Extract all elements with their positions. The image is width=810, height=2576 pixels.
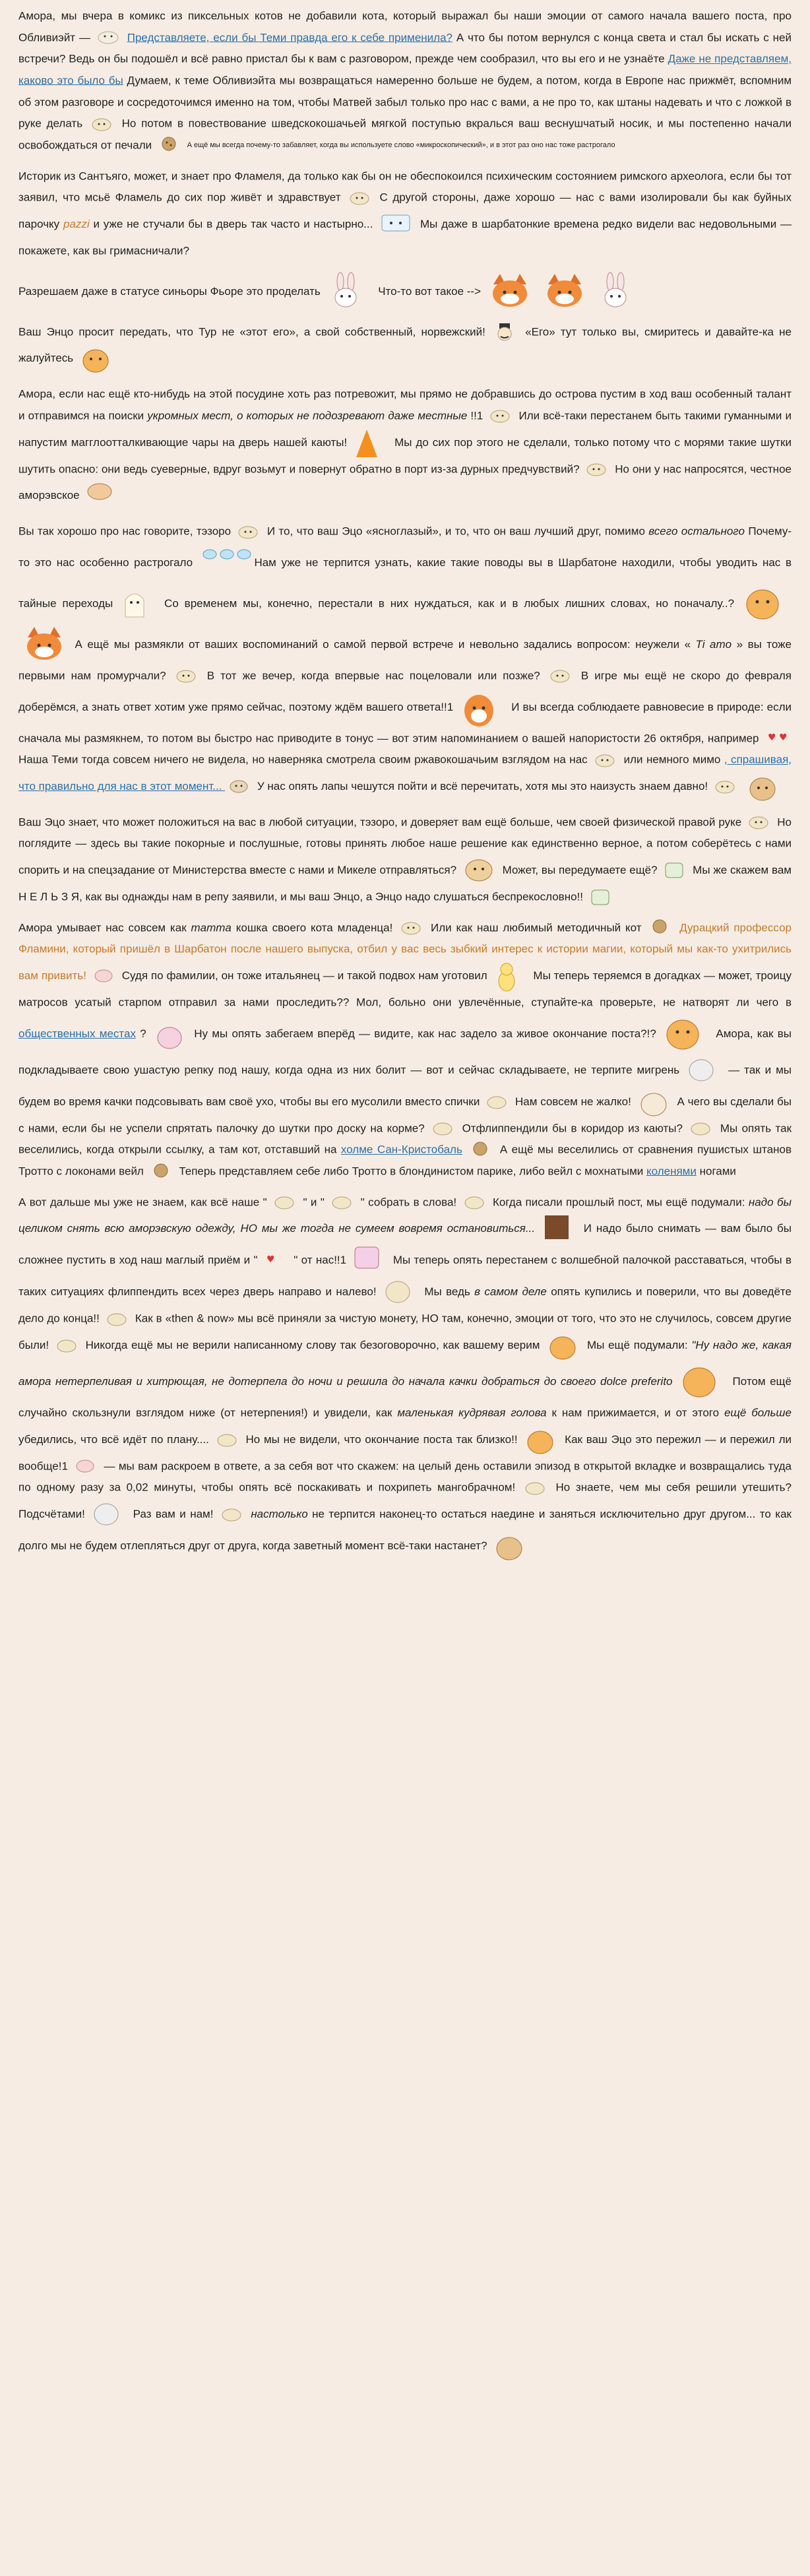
- forum-post: [9, 0, 801, 1578]
- stars-icon: [264, 1250, 288, 1270]
- fox-icon: [542, 271, 588, 312]
- cat-face-icon: [689, 1118, 713, 1138]
- dog-icon: [462, 854, 497, 886]
- cat-face-icon: [549, 666, 573, 686]
- cloud-icon: [97, 28, 121, 48]
- cookie-icon: [648, 918, 672, 938]
- cat-face-icon: [524, 1478, 547, 1498]
- svg-text:♥ ♥: ♥ ♥: [768, 732, 788, 744]
- cat-face-icon: [714, 777, 737, 796]
- cat-face-icon: [485, 1092, 509, 1112]
- paragraph: Историк из Сантъяго, может, и знает про Фламеля, да только как бы он не обеспокоился психическим состоянием римского археолога, если бы тот заявил, что мсьё Фламель до сих пор живёт и здравствует С другой стороны, даже хорошо — нас с вами изолировали бы как буйных парочку pazzi и уже не стучали бы в дверь так часто и настырно... Мы даже в шарбатонкие времена редко видели вас недовольными — покажете, как вы гримасничали?: [18, 169, 792, 257]
- cookie-icon: [469, 1140, 493, 1160]
- cartoon-cat-icon: [379, 209, 414, 240]
- paragraph: Амора умывает нас совсем как mamma кошка своего кота младенца! Или как наш любимый методичный кот Дурацкий профессор Фламини, который пришёл в Шарбатон после нашего выпуска, отбил у вас весь зыбкий интерес к истории магии, который мы как-то ухитрились вам привить! Судя по фамилии, он тоже итальянец — и такой подвох нам уготовил Мы теперь теряемся в догадках — может, троицу матросов усатый старпом отправил за нами проследить?? Мол, больно они увлечённые, ступайте-ка проверьте, не натворят ли чего в общественных местах ? Ну мы опять забегаем вперёд — видите, как нас задело за живое окончание поста?!? Амора, как вы подкладываете свою ушастую репку под нашу, когда одна из них болит — вот и сейчас складываете, не терпите мигрень — так и мы будем во время качки подсовывать вам своё ухо, чтобы вы его мусолили вместо спички Нам совсем не жалко! А чего вы сделали бы с нами, если бы не успели спрятать палочку до шутки про доску на корме? Отфлиппендили бы в коридор из каюты? Мы опять так веселились, когда открыли ссылку, а там кот, отставший на холме Сан-Кристобаль А ещё мы веселились от сравнения пушистых штанов Тротто с локонами вейл Теперь представляем себе либо Тротто в блондинистом парике, либо вейл с мохнатыми коленями ногами: [18, 917, 792, 1182]
- cookie-icon: [150, 1162, 173, 1182]
- bunny-icon: [326, 271, 372, 312]
- paragraph: Амора, мы вчера в комикс из пиксельных котов не добавили кота, который выражал бы наши эмоции от самого начала вашего поста, про Обливиэйт — Представляете, если бы Теми правда его к себе применила? А что бы потом вернулся с конца света и стал бы искать с ней встречи? Ведь он бы подошёл и всё равно пристал бы к вам с разговором, прежде чем сообразил, что вы его и не узнаёте Даже не представляем, каково это было бы Думаем, к теме Обливиэйта мы возвращаться намеренно больше не будем, а потом, когда в Европе нас прижмёт, вспомним об этом разговоре и сосредоточимся именно на том, чтобы Матвей забыл только про нас с вами, а не про то, как штаны надевать и что с ложкой в руке делать Но потом в повествование шведскокошачьей мягкой поступью вкралься ваш веснушчатый носик, и мы постепенно начали освобождаться от печали А ещё мы всегда почему-то забавляет, когда вы используете слово «микроскопический», и в этот раз оно нас тоже растрогало: [18, 5, 792, 156]
- cat-face-icon: [594, 750, 617, 770]
- bunny-icon: [596, 271, 642, 312]
- cat-face-icon: [106, 1309, 129, 1329]
- fox-icon: [21, 624, 67, 665]
- paragraph: Вы так хорошо про нас говорите, тэзоро И то, что ваш Эцо «ясноглазый», и то, что он ваш лучший друг, помимо всего остального Почему-то это нас особенно растрогало Нам уже не терпится узнать, какие такие поводы вы в Шарбатоне находили, чтобы уводить нас в тайные переходы Со временем мы, конечно, перестали в них нуждаться, как и в любых лишних словах, но поначалу..? А ещё мы размякли от ваших воспоминаний о самой первой встрече и невольно задались вопросом: неужели « Ti amo » вы тоже первыми нам промурчали? В тот же вечер, когда впервые нас поцеловали или позже? В игре мы ещё не скоро до февраля доберёмся, а знать ответ хотим уже прямо сейчас, поэтому ждём вашего ответа!!1 И вы всегда соблюдаете равновесие в природе: если сначала мы размякнем, то потом вы быстро нас приводите в тонус — вот этим напоминанием о вашей напористости 26 октября, например ♥ ♥ Наша Теми тогда совсем ничего не видела, но наверняка смотрела своим ржавокошачьим взглядом на нас или немного мимо , спрашивая, что правильно для нас в этот момент... У нас опять лапы чешутся пойти и всё перечитать, хотя мы это наизусть знаем давно!: [18, 521, 792, 802]
- mustache-face-icon: [493, 322, 517, 342]
- paragraph: Ваш Эцо знает, что может положиться на вас в любой ситуации, тэзоро, и доверяет вам ещё больше, чем своей физической правой руке Но поглядите — здесь вы такие покорные и послушные, готовы принять любое наше решение как единственно верное, а потом соберётесь с нами спорить и на спецзадание от Министерства вместе с нами и Микеле отправляться? Может, вы передумаете ещё? Мы же скажем вам Н Е Л Ь З Я, как вы однажды нам в репу заявили, и мы ваш Энцо, а Энцо надо слушаться беспрекословно!!: [18, 812, 792, 908]
- tiger-cat-icon: [663, 1014, 709, 1054]
- cat-face-icon: [489, 406, 513, 426]
- tiger-cat-icon: [679, 1361, 726, 1402]
- cat-face-icon: [330, 1192, 354, 1212]
- cat-face-icon: [92, 1498, 126, 1530]
- puppy-icon: [637, 1086, 671, 1118]
- cat-face-icon: [273, 1192, 297, 1212]
- cat-face-icon: [216, 1430, 239, 1450]
- cat-face-icon: [585, 459, 609, 479]
- tiger-cat-icon: [524, 1424, 558, 1456]
- tiger-cat-icon: [546, 1330, 580, 1361]
- hands-icon: [85, 480, 119, 511]
- duck-icon: [493, 960, 528, 992]
- paragraph: Ваш Энцо просит передать, что Тур не «этот его», а свой собственный, норвежский! «Его» тут только вы, смиритесь и давайте-ка не жалуйтесь: [18, 321, 792, 375]
- cat-face-icon: [687, 1054, 721, 1086]
- cartoon-cat-icon: [542, 1213, 576, 1244]
- bunny-icon: [153, 1018, 187, 1050]
- duckling-row-icon: [201, 542, 247, 583]
- puppy-icon: [746, 771, 780, 802]
- dog-icon: [228, 777, 251, 796]
- paragraph: Разрешаем даже в статусе синьоры Фьоре это проделать Что-то вот такое -->: [18, 271, 792, 312]
- cat-face-icon: [237, 522, 261, 542]
- cat-face-icon: [383, 1276, 418, 1308]
- cat-face-icon: [175, 666, 199, 686]
- puzzle-cat-icon: [589, 887, 613, 907]
- tiger-cat-icon: [79, 342, 113, 374]
- cat-face-icon: [431, 1118, 455, 1138]
- fox-icon: [459, 687, 505, 728]
- pig-icon: [92, 966, 116, 986]
- puppy-icon: [493, 1530, 527, 1562]
- svg-text:♥: ♥: [266, 1254, 275, 1266]
- cookie-icon: [158, 135, 181, 155]
- puzzle-cat-icon: [352, 1244, 387, 1276]
- cat-face-icon: [747, 812, 771, 832]
- ghost-cat-icon: [121, 588, 156, 620]
- paragraph: А вот дальше мы уже не знаем, как всё наше " " и " " собрать в слова! Когда писали прошлый пост, мы ещё подумали: надо бы целиком снять всю аморэвскую одежду, НО мы же тогда не сумеем вовремя остановиться... И надо было снимать — вам было бы сложнее пустить в ход наш маглый приём и " ♥ " от нас!!1 Мы теперь опять перестанем с волшебной палочкой расставаться, чтобы в таких ситуациях флиппендить всех через дверь направо и налево! Мы ведь в самом деле опять купились и поверили, что вы доведёте дело до конца!! Как в «then & now» мы всё приняли за чистую монету, НО там, конечно, эмоции от того, что это не случилось, совсем другие были! Никогда ещё мы не верили написанному слову так безоговорочно, как вашему верим Мы ещё подумали: "Ну надо же, какая амора нетерпеливая и хитрющая, не дотерпела до ночи и решила до начала качки добраться до своего dolce preferito Потом ещё случайно скользнули взглядом ниже (от нетерпения!) и увидели, как маленькая кудрявая голова к нам прижимается, и от этого ещё больше убедились, что всё идёт по плану.... Но мы не видели, что окончание поста так близко!! Как ваш Эцо это пережил — и пережил ли вообще!1 — мы вам раскроем в ответе, а за себя вот что скажем: на целый день оставили эпизод в открытой вкладке и возвращались туда по одному разу за 0,02 минуты, чтобы опять всё поскакивать и похрипеть мангобрачном! Но знаете, чем мы себя решили утешить? Подсчётами! Раз вам и нам! настолько не терпится наконец-то остаться наедине и заняться исключительно друг другом... то как долго мы не будем отлепляться друг от друга, когда заветный момент всё-таки настанет?: [18, 1192, 792, 1562]
- puzzle-cat-icon: [663, 860, 687, 880]
- cat-face-icon: [348, 188, 372, 208]
- stars-icon: [765, 728, 789, 748]
- cat-face-icon: [400, 918, 423, 938]
- cone-icon: [354, 427, 388, 459]
- paragraph: Амора, если нас ещё кто-нибудь на этой посудине хоть раз потревожит, мы прямо не добравшись до острова пустим в ход ваш особенный талант и отправимся на поиски укромных мест, о которых не подозревают даже местные !!1 Или всё-таки перестанем быть такими гуманными и напустим магглоотталкивающие чары на дверь нашей каюты! Мы до сих пор этого не сделали, только потому что с морями такие шутки шутить опасно: они ведь суеверные, вдруг возьмут и повернут обратно в порт из-за дурных предчувствий? Но они у нас напросятся, честное аморэвское: [18, 383, 792, 511]
- cat-face-icon: [463, 1192, 487, 1212]
- cat-face-icon: [90, 114, 114, 134]
- cat-face-icon: [55, 1336, 79, 1355]
- cat-face-icon: [220, 1504, 244, 1524]
- tiger-cat-icon: [743, 583, 789, 624]
- fox-icon: [487, 271, 533, 312]
- pig-icon: [74, 1456, 98, 1476]
